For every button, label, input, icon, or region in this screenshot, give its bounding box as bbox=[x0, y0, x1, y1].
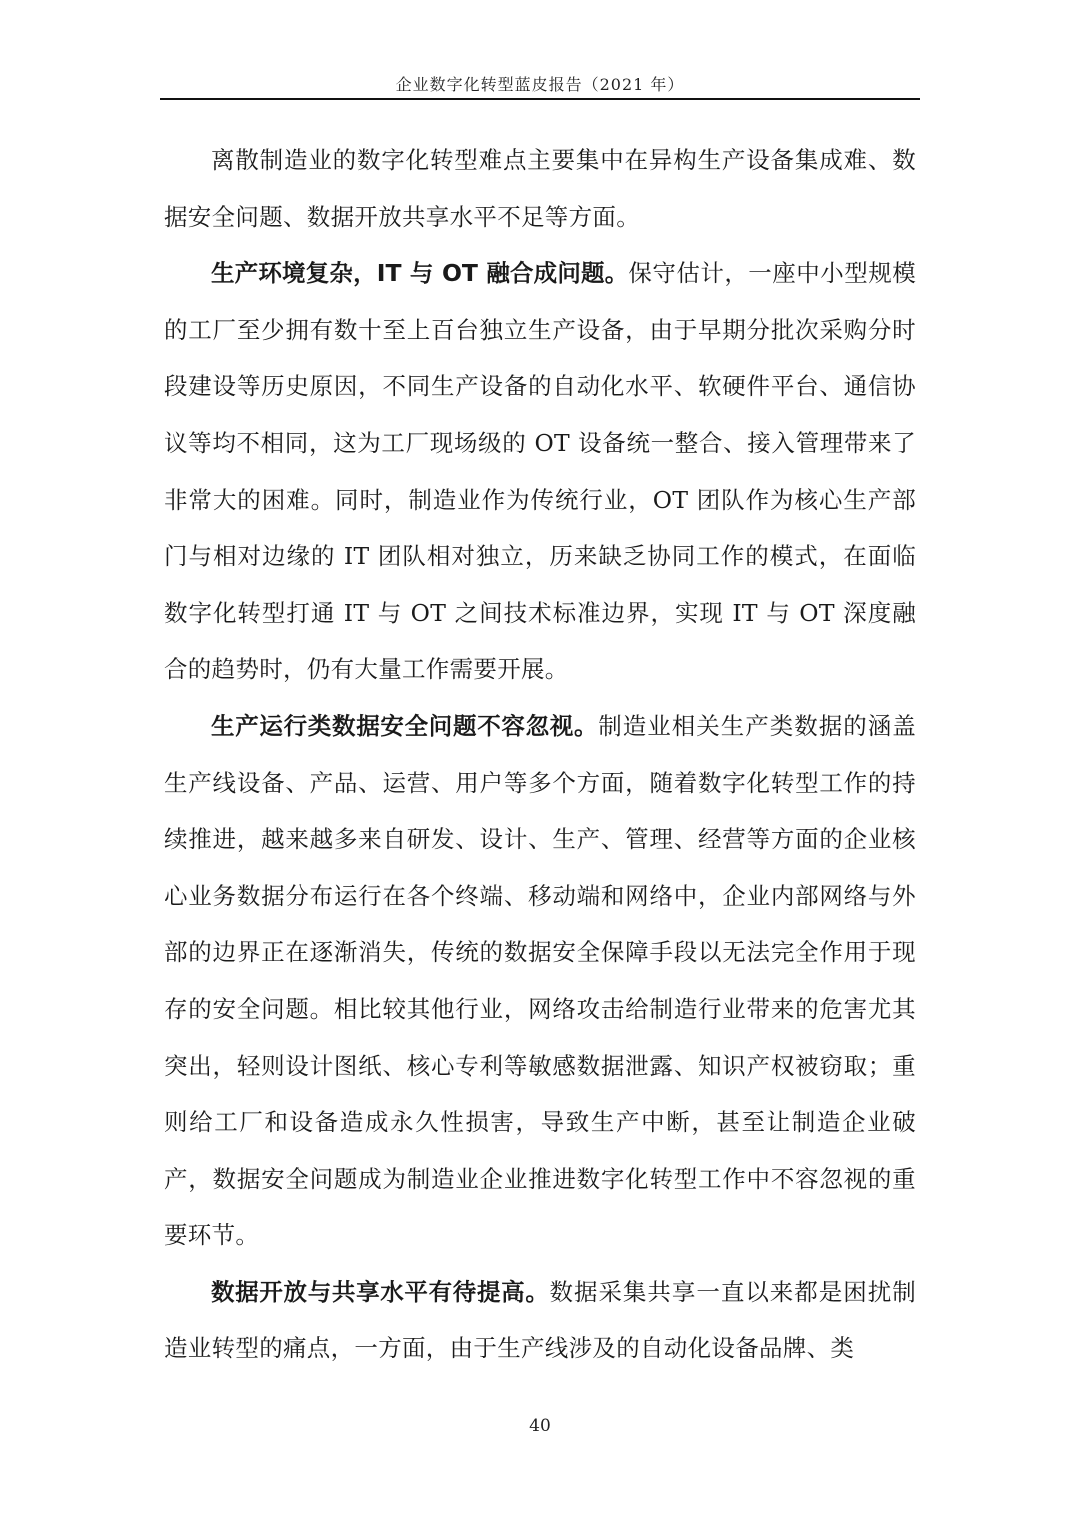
header-rule bbox=[160, 98, 920, 100]
page-number: 40 bbox=[529, 1416, 551, 1436]
body-text bbox=[164, 132, 916, 1377]
running-header: 企业数字化转型蓝皮报告（2021 年） bbox=[395, 75, 685, 94]
paragraph-text: 离散制造业的数字化转型难点主要集中在异构生产设备集成难、数据安全问题、数据开放共享水平不足等方面。 bbox=[164, 146, 916, 231]
paragraph-intro bbox=[164, 132, 916, 245]
paragraph-production-environment bbox=[164, 245, 916, 698]
paragraph-data-security bbox=[164, 698, 916, 1264]
paragraph-text: 保守估计，一座中小型规模的工厂至少拥有数十至上百台独立生产设备，由于早期分批次采购分时段建设等历史原因，不同生产设备的自动化水平、软硬件平台、通信协议等均不相同，这为工厂现场级的 OT 设备统一整合、接入管理带来了非常大的困难。同时，制造业作为传统行业，OT 团队作为核心生产部门与相对边缘的 IT 团队相对独立，历来缺乏协同工作的模式，在面临数字化转型打通 IT 与 OT 之间技术标准边界，实现 IT 与 OT 深度融合的趋势时，仍有大量工作需要开展。 bbox=[164, 259, 916, 684]
paragraph-text: 数据采集共享一直以来都是困扰制造业转型的痛点，一方面，由于生产线涉及的自动化设备品牌、类 bbox=[164, 1277, 916, 1363]
paragraph-lead-heading: 数据开放与共享水平有待提高。 bbox=[211, 1277, 550, 1306]
paragraph-lead-heading: 生产运行类数据安全问题不容忽视。 bbox=[211, 711, 599, 740]
paragraph-lead-heading: 生产环境复杂，IT 与 OT 融合成问题。 bbox=[211, 259, 629, 288]
paragraph-text: 制造业相关生产类数据的涵盖生产线设备、产品、运营、用户等多个方面，随着数字化转型工作的持续推进，越来越多来自研发、设计、生产、管理、经营等方面的企业核心业务数据分布运行在各个终端、移动端和网络中，企业内部网络与外部的边界正在逐渐消失，传统的数据安全保障手段以无法完全作用于现存的安全问题。相比较其他行业，网络攻击给制造行业带来的危害尤其突出，轻则设计图纸、核心专利等敏感数据泄露、知识产权被窃取；重则给工厂和设备造成永久性损害，导致生产中断，甚至让制造企业破产，数据安全问题成为制造业企业推进数字化转型工作中不容忽视的重要环节。 bbox=[164, 711, 917, 1250]
paragraph-data-sharing bbox=[164, 1264, 916, 1377]
